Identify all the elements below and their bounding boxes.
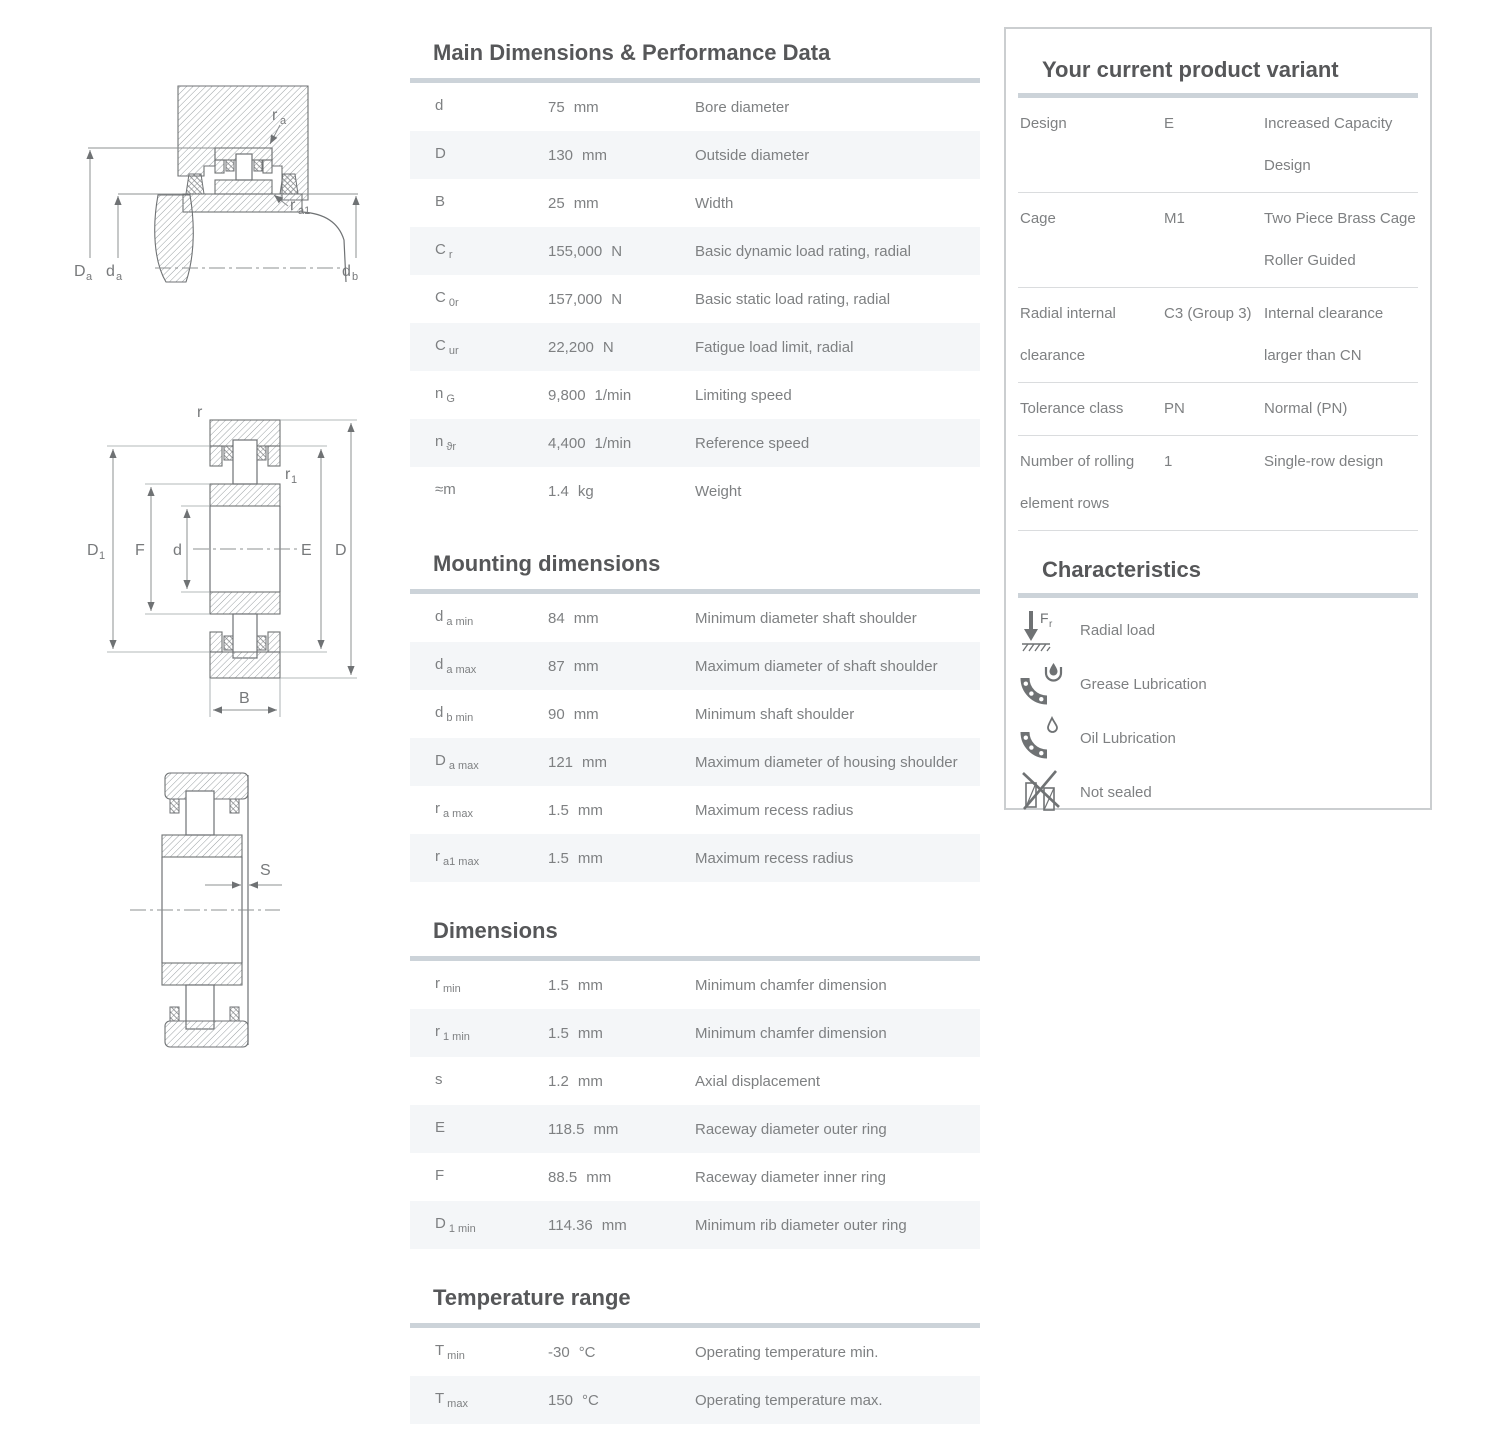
characteristic-label: Grease Lubrication bbox=[1080, 675, 1207, 693]
symbol-cell bbox=[435, 752, 548, 772]
table-row bbox=[410, 961, 980, 1009]
value-cell bbox=[548, 1073, 695, 1090]
label-S: S bbox=[260, 862, 271, 879]
spec-table bbox=[410, 961, 980, 1249]
unit: N bbox=[611, 290, 623, 308]
value-cell bbox=[548, 706, 695, 723]
value-cell bbox=[548, 1169, 695, 1186]
table-row bbox=[410, 786, 980, 834]
variant-description: Internal clearance larger than CN bbox=[1264, 305, 1384, 364]
symbol: B bbox=[435, 193, 446, 210]
label-d: d bbox=[173, 542, 182, 559]
value-cell bbox=[548, 1217, 695, 1234]
label-B: B bbox=[239, 690, 250, 707]
table-row bbox=[410, 1105, 980, 1153]
symbol-subscript: a max bbox=[446, 664, 477, 676]
unit: mm bbox=[573, 98, 599, 116]
unit: mm bbox=[582, 146, 608, 164]
table-row bbox=[410, 1201, 980, 1249]
variant-row bbox=[1018, 383, 1418, 436]
unit: mm bbox=[573, 194, 599, 212]
label-ra-sub: a bbox=[280, 115, 287, 127]
variant-code: C3 (Group 3) bbox=[1164, 305, 1252, 322]
unit: mm bbox=[577, 801, 603, 819]
label-ra: r bbox=[272, 107, 278, 124]
table-row bbox=[410, 1009, 980, 1057]
section-title: Mounting dimensions bbox=[433, 551, 661, 576]
symbol: r bbox=[435, 975, 440, 992]
label-D: D bbox=[335, 542, 347, 559]
symbol-cell bbox=[435, 385, 548, 405]
spec-table bbox=[410, 1328, 980, 1424]
description-cell: Width bbox=[695, 194, 734, 212]
symbol: C bbox=[435, 289, 446, 306]
description-cell: Outside diameter bbox=[695, 146, 810, 164]
description-cell: Bore diameter bbox=[695, 98, 790, 116]
grease-lubrication-icon bbox=[1020, 662, 1064, 706]
variant-description: Normal (PN) bbox=[1264, 400, 1348, 417]
description-cell: Operating temperature max. bbox=[695, 1391, 883, 1409]
radial-load-icon bbox=[1020, 608, 1064, 652]
symbol-subscript: G bbox=[446, 393, 455, 405]
value: 1.5 bbox=[548, 849, 569, 867]
description-cell: Minimum chamfer dimension bbox=[695, 976, 887, 994]
symbol-cell bbox=[435, 97, 548, 117]
value: 1.5 bbox=[548, 801, 569, 819]
description-cell: Operating temperature min. bbox=[695, 1343, 879, 1361]
unit: mm bbox=[573, 609, 599, 627]
label-ra1-sub: a1 bbox=[298, 205, 311, 217]
symbol: r bbox=[435, 1023, 440, 1040]
symbol: d bbox=[435, 704, 444, 721]
label-r1-sub: 1 bbox=[291, 474, 298, 486]
section-temperature-range bbox=[410, 1285, 980, 1424]
unit: mm bbox=[577, 849, 603, 867]
variant-description: Single-row design bbox=[1264, 453, 1384, 470]
description-cell: Raceway diameter inner ring bbox=[695, 1168, 886, 1186]
symbol-cell bbox=[435, 608, 548, 628]
symbol-cell bbox=[435, 1071, 548, 1091]
unit: mm bbox=[601, 1216, 627, 1234]
variant-panel-title: Your current product variant bbox=[1042, 57, 1339, 82]
product-variant-panel bbox=[1004, 27, 1432, 810]
value-cell bbox=[548, 483, 695, 500]
description-cell: Raceway diameter outer ring bbox=[695, 1120, 887, 1138]
label-r: r bbox=[197, 405, 203, 421]
label-da-sub: a bbox=[116, 271, 123, 283]
value: 130 bbox=[548, 146, 574, 164]
symbol: D bbox=[435, 145, 446, 162]
value-cell bbox=[548, 1025, 695, 1042]
label-E: E bbox=[301, 542, 312, 559]
unit: mm bbox=[582, 753, 608, 771]
table-row bbox=[410, 738, 980, 786]
table-row bbox=[410, 131, 980, 179]
symbol-subscript: a max bbox=[448, 760, 479, 772]
characteristic-not-sealed bbox=[1020, 770, 1418, 814]
unit: °C bbox=[582, 1391, 599, 1409]
description-cell: Fatigue load limit, radial bbox=[695, 338, 854, 356]
value-cell bbox=[548, 195, 695, 212]
label-ra1: r bbox=[290, 197, 296, 214]
symbol: T bbox=[435, 1390, 445, 1407]
symbol-subscript: ur bbox=[448, 345, 459, 357]
value-cell bbox=[548, 99, 695, 116]
table-row bbox=[410, 179, 980, 227]
label-db-sub: b bbox=[352, 271, 359, 283]
symbol-subscript: a max bbox=[443, 808, 473, 820]
value: 1.5 bbox=[548, 976, 569, 994]
symbol: d bbox=[435, 608, 444, 625]
symbol: T bbox=[435, 1342, 445, 1359]
value-cell bbox=[548, 339, 695, 356]
description-cell: Reference speed bbox=[695, 434, 810, 452]
value: 88.5 bbox=[548, 1168, 578, 1186]
characteristic-label: Oil Lubrication bbox=[1080, 729, 1176, 747]
description-cell: Maximum diameter of shaft shoulder bbox=[695, 657, 938, 675]
value-cell bbox=[548, 147, 695, 164]
spec-table bbox=[410, 83, 980, 515]
table-row bbox=[410, 1328, 980, 1376]
description-cell: Maximum diameter of housing shoulder bbox=[695, 753, 958, 771]
unit: mm bbox=[586, 1168, 612, 1186]
dimension-annotations bbox=[205, 862, 282, 885]
characteristics-list bbox=[1018, 608, 1418, 814]
symbol: n bbox=[435, 433, 444, 450]
value: 75 bbox=[548, 98, 565, 116]
value-cell bbox=[548, 387, 695, 404]
value: 9,800 bbox=[548, 386, 586, 404]
value: 87 bbox=[548, 657, 565, 675]
table-row bbox=[410, 275, 980, 323]
value: 114.36 bbox=[548, 1216, 593, 1234]
description-cell: Weight bbox=[695, 482, 742, 500]
value: 121 bbox=[548, 753, 574, 771]
variant-code: M1 bbox=[1164, 210, 1185, 227]
svg-text:F: F bbox=[1040, 610, 1049, 626]
variant-row bbox=[1018, 436, 1418, 531]
value: 22,200 bbox=[548, 338, 594, 356]
mounting-drawing bbox=[40, 80, 400, 300]
symbol-subscript: r bbox=[448, 249, 453, 261]
value-cell bbox=[548, 658, 695, 675]
unit: mm bbox=[593, 1120, 619, 1138]
symbol-subscript: b min bbox=[446, 712, 474, 724]
description-cell: Minimum chamfer dimension bbox=[695, 1024, 887, 1042]
symbol: r bbox=[435, 848, 440, 865]
symbol-cell bbox=[435, 975, 548, 995]
table-row bbox=[410, 642, 980, 690]
symbol-cell bbox=[435, 656, 548, 676]
characteristic-oil-lubrication bbox=[1020, 716, 1418, 760]
characteristic-label: Radial load bbox=[1080, 621, 1156, 639]
symbol-cell bbox=[435, 337, 548, 357]
value-cell bbox=[548, 850, 695, 867]
symbol: D bbox=[435, 752, 446, 769]
value-cell bbox=[548, 977, 695, 994]
cross-section-drawing bbox=[75, 405, 395, 725]
section-main-dimensions bbox=[410, 40, 980, 515]
table-row bbox=[410, 323, 980, 371]
section-divider bbox=[1018, 593, 1418, 598]
symbol-cell bbox=[435, 241, 548, 261]
section-mounting-dimensions bbox=[410, 551, 980, 882]
symbol-cell bbox=[435, 145, 548, 165]
label-da: d bbox=[106, 263, 115, 280]
description-cell: Minimum rib diameter outer ring bbox=[695, 1216, 907, 1234]
symbol-subscript: ϑr bbox=[446, 441, 457, 453]
description-cell: Minimum diameter shaft shoulder bbox=[695, 609, 917, 627]
value: 157,000 bbox=[548, 290, 603, 308]
description-cell: Minimum shaft shoulder bbox=[695, 705, 855, 723]
description-cell: Basic static load rating, radial bbox=[695, 290, 891, 308]
section-title: Main Dimensions & Performance Data bbox=[433, 40, 831, 65]
description-cell: Maximum recess radius bbox=[695, 801, 854, 819]
symbol-cell bbox=[435, 800, 548, 820]
value-cell bbox=[548, 1344, 695, 1361]
symbol-cell bbox=[435, 481, 548, 501]
symbol-cell bbox=[435, 1215, 548, 1235]
table-row bbox=[410, 227, 980, 275]
value: 155,000 bbox=[548, 242, 603, 260]
value-cell bbox=[548, 1392, 695, 1409]
table-row bbox=[410, 419, 980, 467]
symbol: F bbox=[435, 1167, 445, 1184]
symbol-cell bbox=[435, 1342, 548, 1362]
symbol-subscript: min bbox=[443, 983, 461, 995]
variant-row bbox=[1018, 288, 1418, 383]
unit: N bbox=[611, 242, 623, 260]
symbol-cell bbox=[435, 193, 548, 213]
table-row bbox=[410, 1153, 980, 1201]
value-cell bbox=[548, 291, 695, 308]
variant-label: Number of rolling element rows bbox=[1020, 453, 1135, 512]
value-cell bbox=[548, 610, 695, 627]
variant-description: Increased Capacity Design bbox=[1264, 115, 1393, 174]
unit: 1/min bbox=[594, 434, 632, 452]
symbol: C bbox=[435, 337, 446, 354]
label-r1: r bbox=[285, 466, 291, 483]
value: 90 bbox=[548, 705, 565, 723]
symbol-subscript: a min bbox=[446, 616, 474, 628]
characteristics-title: Characteristics bbox=[1042, 557, 1201, 582]
unit: N bbox=[602, 338, 614, 356]
unit: 1/min bbox=[594, 386, 632, 404]
value: -30 bbox=[548, 1343, 570, 1361]
axial-displacement-drawing bbox=[110, 745, 370, 1075]
symbol-cell bbox=[435, 704, 548, 724]
value: 1.2 bbox=[548, 1072, 569, 1090]
symbol-subscript: 1 min bbox=[443, 1031, 470, 1043]
value: 1.5 bbox=[548, 1024, 569, 1042]
spec-tables-column bbox=[410, 0, 980, 1424]
symbol-subscript: 1 min bbox=[448, 1223, 476, 1235]
value-cell bbox=[548, 243, 695, 260]
shaft-section bbox=[155, 194, 346, 282]
description-cell: Maximum recess radius bbox=[695, 849, 854, 867]
variant-label: Design bbox=[1020, 115, 1067, 132]
unit: kg bbox=[577, 482, 594, 500]
characteristic-label: Not sealed bbox=[1080, 783, 1152, 801]
unit: mm bbox=[577, 1024, 603, 1042]
value: 25 bbox=[548, 194, 565, 212]
description-cell: Axial displacement bbox=[695, 1072, 821, 1090]
table-row bbox=[410, 690, 980, 738]
section-dimensions bbox=[410, 918, 980, 1249]
value: 118.5 bbox=[548, 1120, 585, 1138]
description-cell: Basic dynamic load rating, radial bbox=[695, 242, 911, 260]
section-title: Dimensions bbox=[433, 918, 558, 943]
variant-code: 1 bbox=[1164, 453, 1173, 470]
unit: mm bbox=[573, 657, 599, 675]
symbol: n bbox=[435, 385, 444, 402]
characteristic-grease-lubrication bbox=[1020, 662, 1418, 706]
variant-label: Cage bbox=[1020, 210, 1056, 227]
label-db: d bbox=[342, 263, 351, 280]
symbol-cell bbox=[435, 289, 548, 309]
value-cell bbox=[548, 1121, 695, 1138]
label-Da-sub: a bbox=[86, 271, 93, 283]
value: 84 bbox=[548, 609, 565, 627]
symbol-subscript: max bbox=[447, 1398, 468, 1410]
table-row bbox=[410, 371, 980, 419]
label-D1-sub: 1 bbox=[99, 550, 106, 562]
symbol-cell bbox=[435, 1023, 548, 1043]
symbol: ≈m bbox=[435, 481, 456, 498]
symbol: C bbox=[435, 241, 446, 258]
unit: mm bbox=[577, 1072, 603, 1090]
value: 4,400 bbox=[548, 434, 586, 452]
symbol-cell bbox=[435, 433, 548, 453]
symbol-cell bbox=[435, 1119, 548, 1139]
symbol-cell bbox=[435, 848, 548, 868]
table-row bbox=[410, 467, 980, 515]
symbol-cell bbox=[435, 1390, 548, 1410]
unit: mm bbox=[577, 976, 603, 994]
description-cell: Limiting speed bbox=[695, 386, 792, 404]
table-row bbox=[410, 83, 980, 131]
symbol-cell bbox=[435, 1167, 548, 1187]
symbol: E bbox=[435, 1119, 446, 1136]
symbol-subscript: min bbox=[447, 1350, 465, 1362]
variant-label: Radial internal clearance bbox=[1020, 305, 1116, 364]
variant-table bbox=[1018, 98, 1418, 531]
label-D1: D bbox=[87, 542, 99, 559]
label-Da: D bbox=[74, 263, 86, 280]
value: 1.4 bbox=[548, 482, 569, 500]
symbol: d bbox=[435, 656, 444, 673]
variant-label: Tolerance class bbox=[1020, 400, 1124, 417]
value-cell bbox=[548, 754, 695, 771]
symbol-subscript: 0r bbox=[448, 297, 459, 309]
section-title: Temperature range bbox=[433, 1285, 631, 1310]
not-sealed-icon bbox=[1020, 770, 1064, 814]
symbol: D bbox=[435, 1215, 446, 1232]
value: 150 bbox=[548, 1391, 574, 1409]
unit: mm bbox=[573, 705, 599, 723]
characteristic-radial-load bbox=[1020, 608, 1418, 652]
table-row bbox=[410, 594, 980, 642]
symbol: d bbox=[435, 97, 444, 114]
variant-code: PN bbox=[1164, 400, 1185, 417]
symbol: s bbox=[435, 1071, 443, 1088]
symbol-subscript: a1 max bbox=[443, 856, 480, 868]
unit: °C bbox=[578, 1343, 596, 1361]
table-row bbox=[410, 1376, 980, 1424]
variant-row bbox=[1018, 98, 1418, 193]
variant-code: E bbox=[1164, 115, 1175, 132]
variant-row bbox=[1018, 193, 1418, 288]
value-cell bbox=[548, 802, 695, 819]
table-row bbox=[410, 1057, 980, 1105]
symbol: r bbox=[435, 800, 440, 817]
label-F: F bbox=[135, 542, 145, 559]
table-row bbox=[410, 834, 980, 882]
spec-table bbox=[410, 594, 980, 882]
value-cell bbox=[548, 435, 695, 452]
variant-description: Two Piece Brass Cage Roller Guided bbox=[1264, 210, 1416, 269]
oil-lubrication-icon bbox=[1020, 716, 1064, 760]
svg-text:r: r bbox=[1049, 619, 1053, 630]
